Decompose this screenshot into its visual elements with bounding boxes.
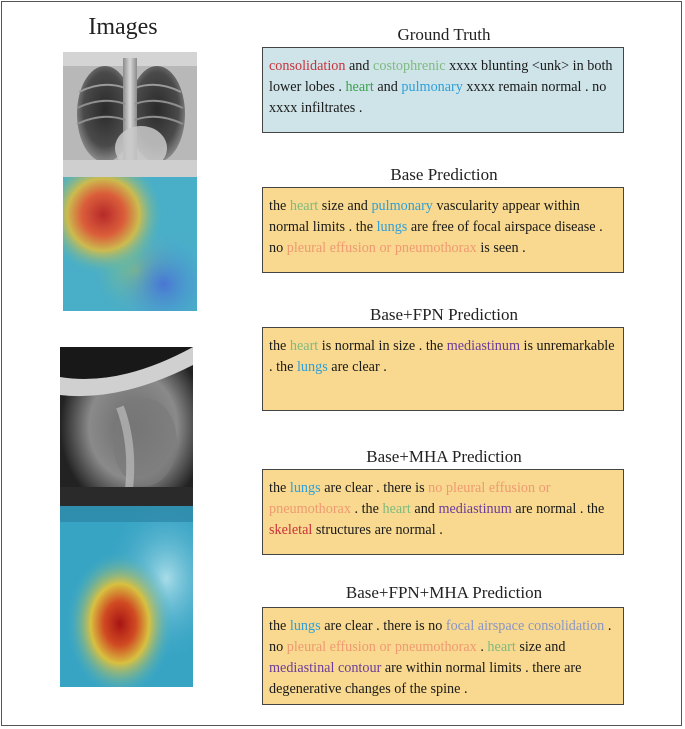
base-mha-prediction-text-box: [262, 469, 624, 555]
highlighted-term: skeletal: [269, 522, 313, 538]
report-text: . no: [269, 618, 615, 655]
highlighted-term: costophrenic: [373, 58, 446, 74]
frontal-xray-image: [63, 52, 197, 177]
report-text: are clear . there is: [320, 480, 429, 496]
report-text: is normal in size . the: [318, 338, 447, 354]
lateral-xray-image: [60, 347, 193, 506]
report-text: structures are normal .: [312, 522, 443, 538]
highlighted-term: pulmonary: [401, 79, 463, 95]
highlighted-term: pleural effusion or pneumothorax: [286, 240, 477, 256]
report-text: is seen .: [476, 240, 526, 256]
frontal-heatmap-image: [63, 177, 197, 311]
highlighted-term: pulmonary: [371, 198, 433, 214]
base-fpn-prediction-title: Base+FPN Prediction: [370, 305, 518, 324]
report-text: size and: [515, 639, 569, 655]
base-mha-prediction-title: Base+MHA Prediction: [366, 447, 522, 466]
report-text: size and: [318, 198, 372, 214]
ground-truth-text-box: [262, 47, 624, 133]
report-text: are free of focal airspace disease . no: [269, 219, 607, 256]
report-text: xxxx remain normal . no xxxx infiltrates .: [269, 79, 610, 116]
ground-truth-title: Ground Truth: [397, 25, 491, 44]
report-text: and: [410, 501, 439, 517]
report-text: are clear . there is no: [320, 618, 446, 634]
highlighted-term: mediastinum: [446, 338, 520, 354]
report-text: xxxx blunting <unk> in both lower lobes .: [269, 58, 617, 95]
highlighted-term: focal airspace consolidation: [445, 618, 605, 634]
report-text: vascularity appear within normal limits . the: [269, 198, 584, 235]
report-text: are within normal limits . there are degenerative changes of the spine .: [269, 660, 585, 697]
base-prediction-title: Base Prediction: [390, 165, 498, 184]
report-text: and: [373, 79, 402, 95]
lateral-heatmap-image: [60, 506, 193, 687]
highlighted-term: lungs: [296, 359, 328, 375]
highlighted-term: lungs: [289, 618, 321, 634]
report-text: . the: [350, 501, 383, 517]
report-text: the: [269, 198, 290, 214]
base-fpn-prediction-text-box: [262, 327, 624, 411]
highlighted-term: mediastinum: [438, 501, 512, 517]
highlighted-term: heart: [382, 501, 411, 517]
highlighted-term: heart: [487, 639, 516, 655]
highlighted-term: consolidation: [269, 58, 346, 74]
highlighted-term: heart: [289, 338, 319, 354]
base-fpn-mha-prediction-title: Base+FPN+MHA Prediction: [345, 583, 543, 602]
report-text: .: [476, 639, 488, 655]
report-text: are normal . the: [511, 501, 608, 517]
report-text: the: [269, 480, 290, 496]
highlighted-term: mediastinal contour: [269, 660, 382, 676]
images-column-title: Images: [88, 14, 158, 40]
highlighted-term: no pleural effusion or pneumothorax: [269, 480, 554, 517]
report-text: the: [269, 338, 290, 354]
report-text: is unremarkable . the: [269, 338, 619, 375]
highlighted-term: lungs: [376, 219, 408, 235]
report-text: are clear .: [327, 359, 387, 375]
base-fpn-mha-prediction-text-box: [262, 607, 624, 705]
report-text: the: [269, 618, 290, 634]
base-prediction-text-box: [262, 187, 624, 273]
highlighted-term: pleural effusion or pneumothorax: [286, 639, 477, 655]
report-text: and: [345, 58, 374, 74]
highlighted-term: heart: [289, 198, 319, 214]
highlighted-term: heart: [345, 79, 374, 95]
highlighted-term: lungs: [289, 480, 321, 496]
